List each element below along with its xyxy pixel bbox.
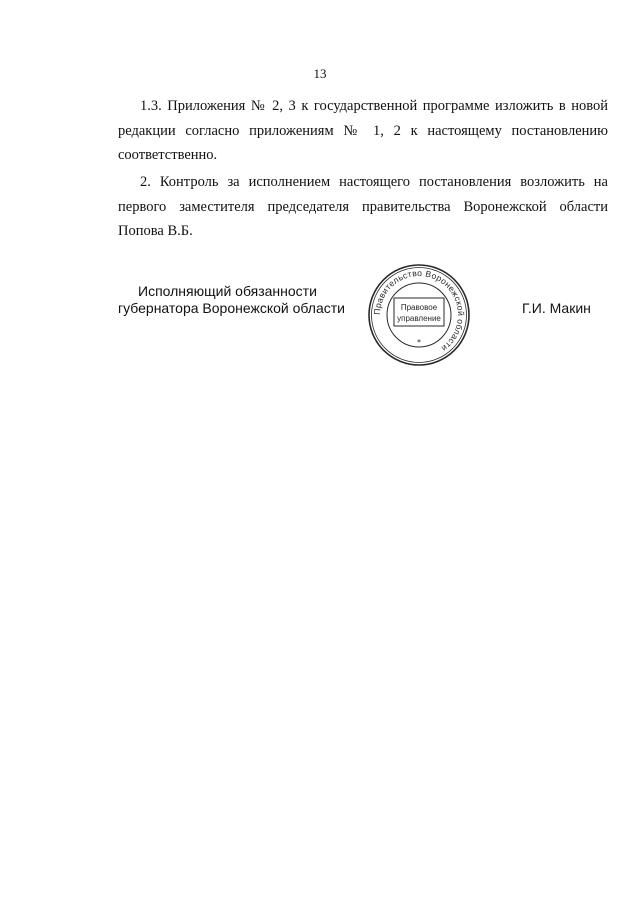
stamp-outer-text: Правительство Воронежской области [371,267,467,354]
paragraph-2 [118,170,608,244]
paragraph-line: первого заместителя председателя правительства Воронежской области [118,198,608,215]
page-number: 13 [313,66,327,81]
position-line: губернатора Воронежской области [118,300,345,316]
paragraph-line: Попова В.Б. [118,223,193,239]
paragraph-line: соответственно. [118,147,218,163]
stamp-star: * [417,338,421,347]
position-line: Исполняющий обязанности [138,283,317,299]
signatory-name: Г.И. Макин [522,300,591,316]
paragraph-line: 1.3. Приложения № 2, 3 к государственной программе изложить в новой [140,98,608,114]
signatory-position [118,283,348,317]
paragraph-line: редакции согласно приложениям № 1, 2 к настоящему постановлению [118,122,608,139]
paragraph-1-3 [118,94,608,168]
stamp-inner-line: управление [397,314,441,323]
official-stamp [367,263,471,367]
paragraph-line: 2. Контроль за исполнением настоящего постановления возложить на [140,174,608,190]
stamp-inner-line: Правовое [400,303,438,312]
